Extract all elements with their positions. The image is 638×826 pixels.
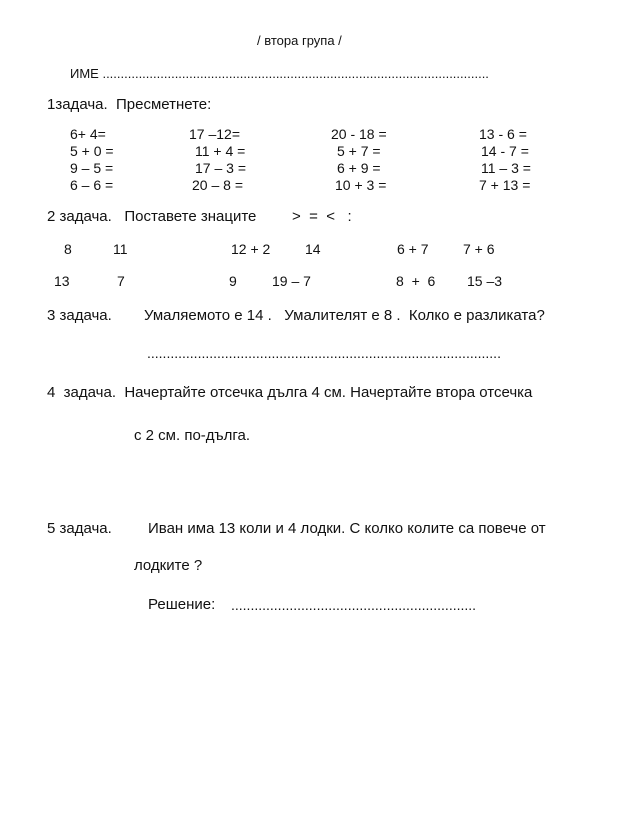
task2-r1-d: 14 xyxy=(305,241,321,257)
task1-title: 1задача. Пресметнете: xyxy=(47,96,212,113)
task5-label: 5 задача. xyxy=(47,520,112,537)
task1-r4c4: 7 + 13 = xyxy=(479,177,531,193)
task3-answer-line: ........................................................................................... xyxy=(147,345,501,361)
name-field-label: ИМЕ ........................................................................................................... xyxy=(70,66,489,81)
task2-r1-b: 11 xyxy=(113,241,128,257)
task2-title: 2 задача. Поставете знаците xyxy=(47,208,257,225)
task1-r3c1: 9 – 5 = xyxy=(70,160,114,176)
task1-r1c4: 13 - 6 = xyxy=(479,126,527,142)
task1-r4c3: 10 + 3 = xyxy=(335,177,387,193)
task1-r2c3: 5 + 7 = xyxy=(337,143,381,159)
task2-r1-e: 6 + 7 xyxy=(397,241,429,257)
task1-r3c3: 6 + 9 = xyxy=(337,160,381,176)
task1-r2c2: 11 + 4 = xyxy=(195,143,246,159)
task1-r1c3: 20 - 18 = xyxy=(331,126,387,142)
task2-r1-f: 7 + 6 xyxy=(463,241,495,257)
task2-r2-a: 13 xyxy=(54,273,70,289)
task1-r3c4: 11 – 3 = xyxy=(481,160,531,176)
task5-text1: Иван има 13 коли и 4 лодки. С колко колите са повече от xyxy=(148,520,546,537)
task1-r2c1: 5 + 0 = xyxy=(70,143,114,159)
task2-r2-d: 19 – 7 xyxy=(272,273,311,289)
task2-r2-b: 7 xyxy=(117,273,125,289)
task2-signs: > = < : xyxy=(292,208,352,225)
task3-label: 3 задача. xyxy=(47,307,112,324)
task2-r1-c: 12 + 2 xyxy=(231,241,271,257)
task2-r2-f: 15 –3 xyxy=(467,273,503,289)
task1-r1c2: 17 –12= xyxy=(189,126,240,142)
task5-solution-label: Решение: xyxy=(148,596,216,613)
task5-solution-dots: ............................................................... xyxy=(231,597,477,613)
task2-r2-e: 8 + 6 xyxy=(396,273,436,289)
task4-line2: с 2 см. по-дълга. xyxy=(134,427,250,444)
group-label: / втора група / xyxy=(257,33,342,48)
task1-r3c2: 17 – 3 = xyxy=(195,160,246,176)
task1-r4c1: 6 – 6 = xyxy=(70,177,114,193)
task2-r2-c: 9 xyxy=(229,273,237,289)
task2-r1-a: 8 xyxy=(64,241,72,257)
task4-line1: 4 задача. Начертайте отсечка дълга 4 см. Начертайте втора отсечка xyxy=(47,384,533,401)
task3-text: Умаляемото е 14 . Умалителят е 8 . Колко е разликата? xyxy=(144,307,545,324)
task5-text2: лодките ? xyxy=(134,557,203,574)
task1-r2c4: 14 - 7 = xyxy=(481,143,529,159)
task1-r4c2: 20 – 8 = xyxy=(192,177,243,193)
task1-r1c1: 6+ 4= xyxy=(70,126,106,142)
